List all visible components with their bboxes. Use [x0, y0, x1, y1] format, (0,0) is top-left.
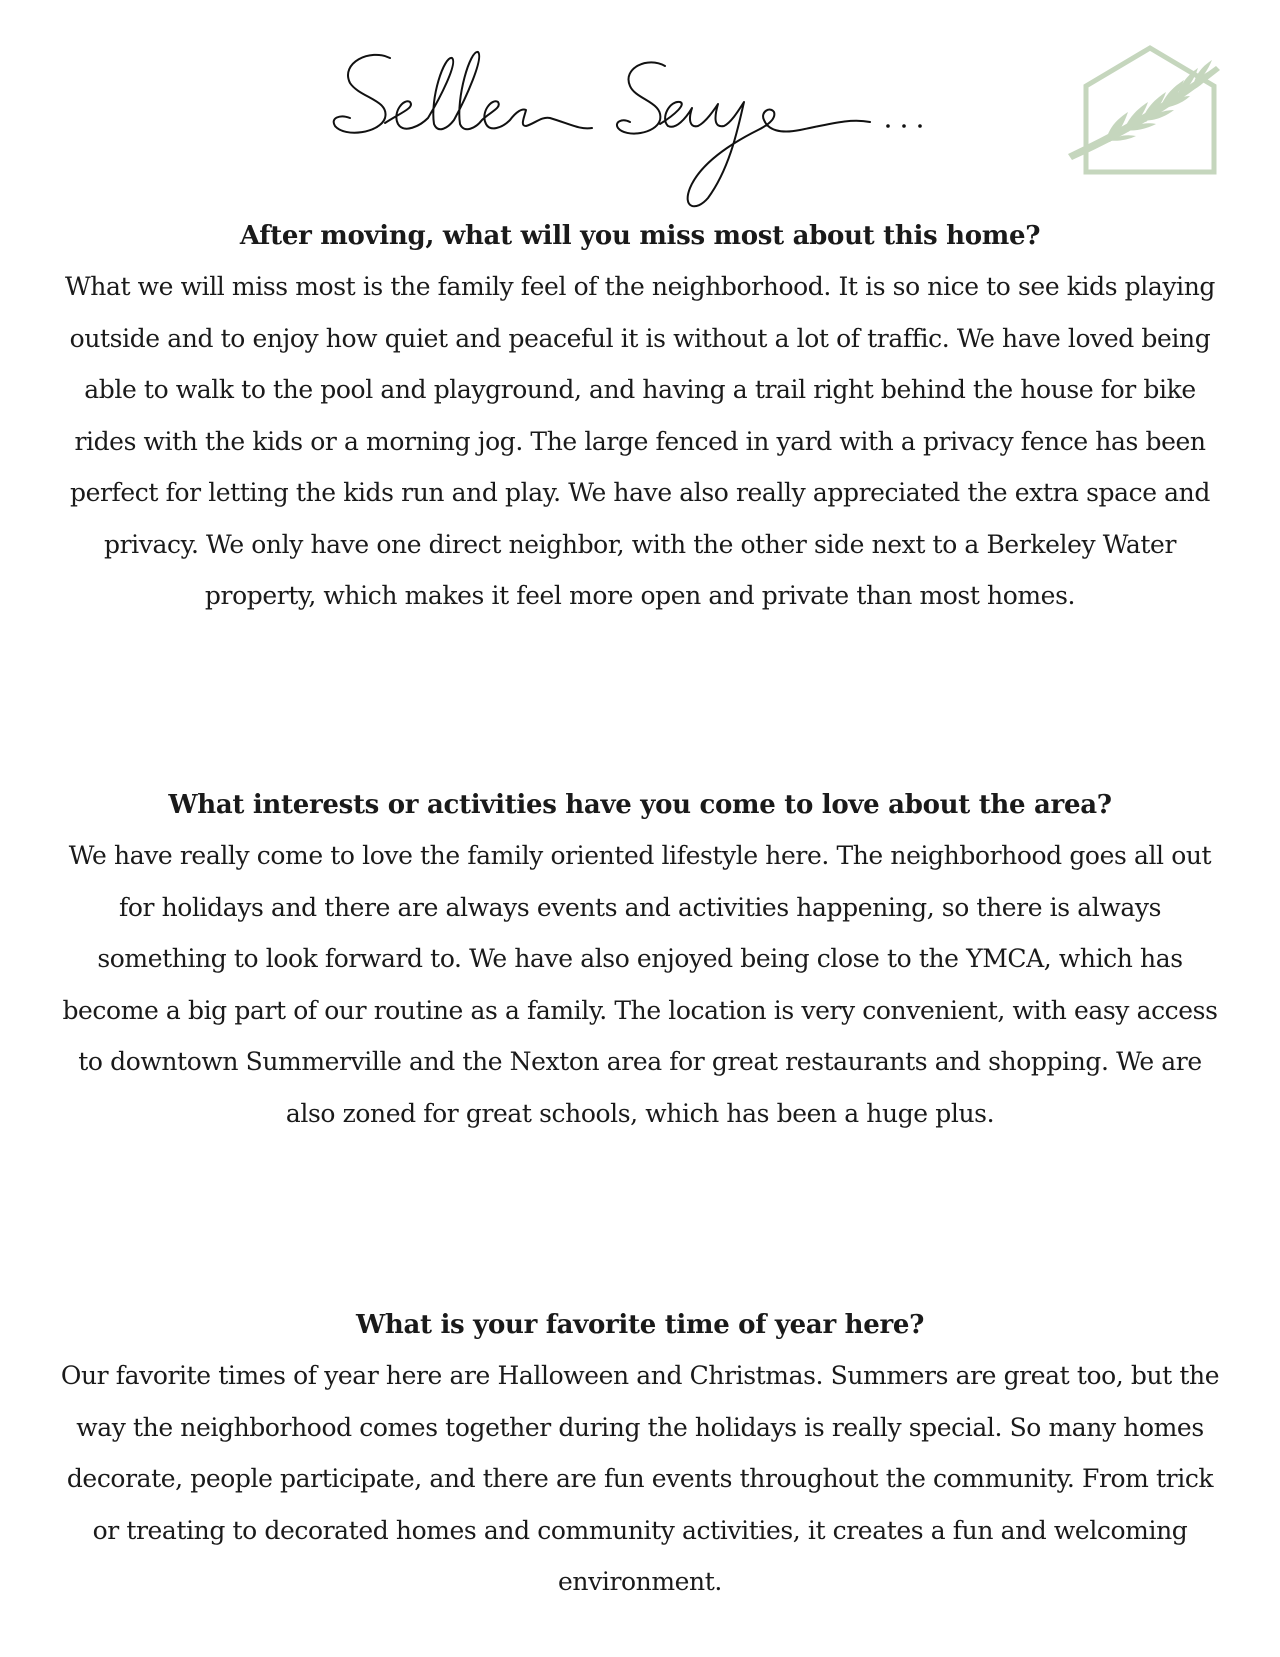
qa-section-miss-most: [60, 211, 1220, 622]
house-leaf-logo-icon: [1066, 44, 1234, 184]
qa-section-favorite-time: [60, 1300, 1220, 1608]
page-header: [0, 0, 1280, 215]
question-heading: After moving, what will you miss most about this home?: [239, 221, 1041, 251]
question-heading: What is your favorite time of year here?: [355, 1310, 925, 1340]
answer-text: Our favorite times of year here are Halloween and Christmas. Summers are great too, but the way the neighborhood comes together during the holidays is really special. So many homes decorate, people participate, and there are fun events throughout the community. From trick or treating to decorated homes and community activities, it creates a fun and welcoming environment.: [60, 1361, 1220, 1596]
answer-text: What we will miss most is the family feel of the neighborhood. It is so nice to see kids playing outside and to enjoy how quiet and peaceful it is without a lot of traffic. We have loved being able to walk to the pool and playground, and having a trail right behind the house for bike rides with the kids or a morning jog. The large fenced in yard with a privacy fence has been perfect for letting the kids run and play. We have also really appreciated the extra space and privacy. We only have one direct neighbor, with the other side next to a Berkeley Water property, which makes it feel more open and private than most homes.: [64, 272, 1216, 610]
question-heading: What interests or activities have you come to love about the area?: [168, 790, 1112, 820]
qa-section-interests: [60, 780, 1220, 1139]
answer-text: We have really come to love the family oriented lifestyle here. The neighborhood goes all out for holidays and there are always events and activities happening, so there is always something to look forward to. We have also enjoyed being close to the YMCA, which has become a big part of our routine as a family. The location is very convenient, with easy access to downtown Summerville and the Nexton area for great restaurants and shopping. We are also zoned for great schools, which has been a huge plus.: [62, 841, 1218, 1128]
seller-says-script-title: [330, 38, 950, 213]
